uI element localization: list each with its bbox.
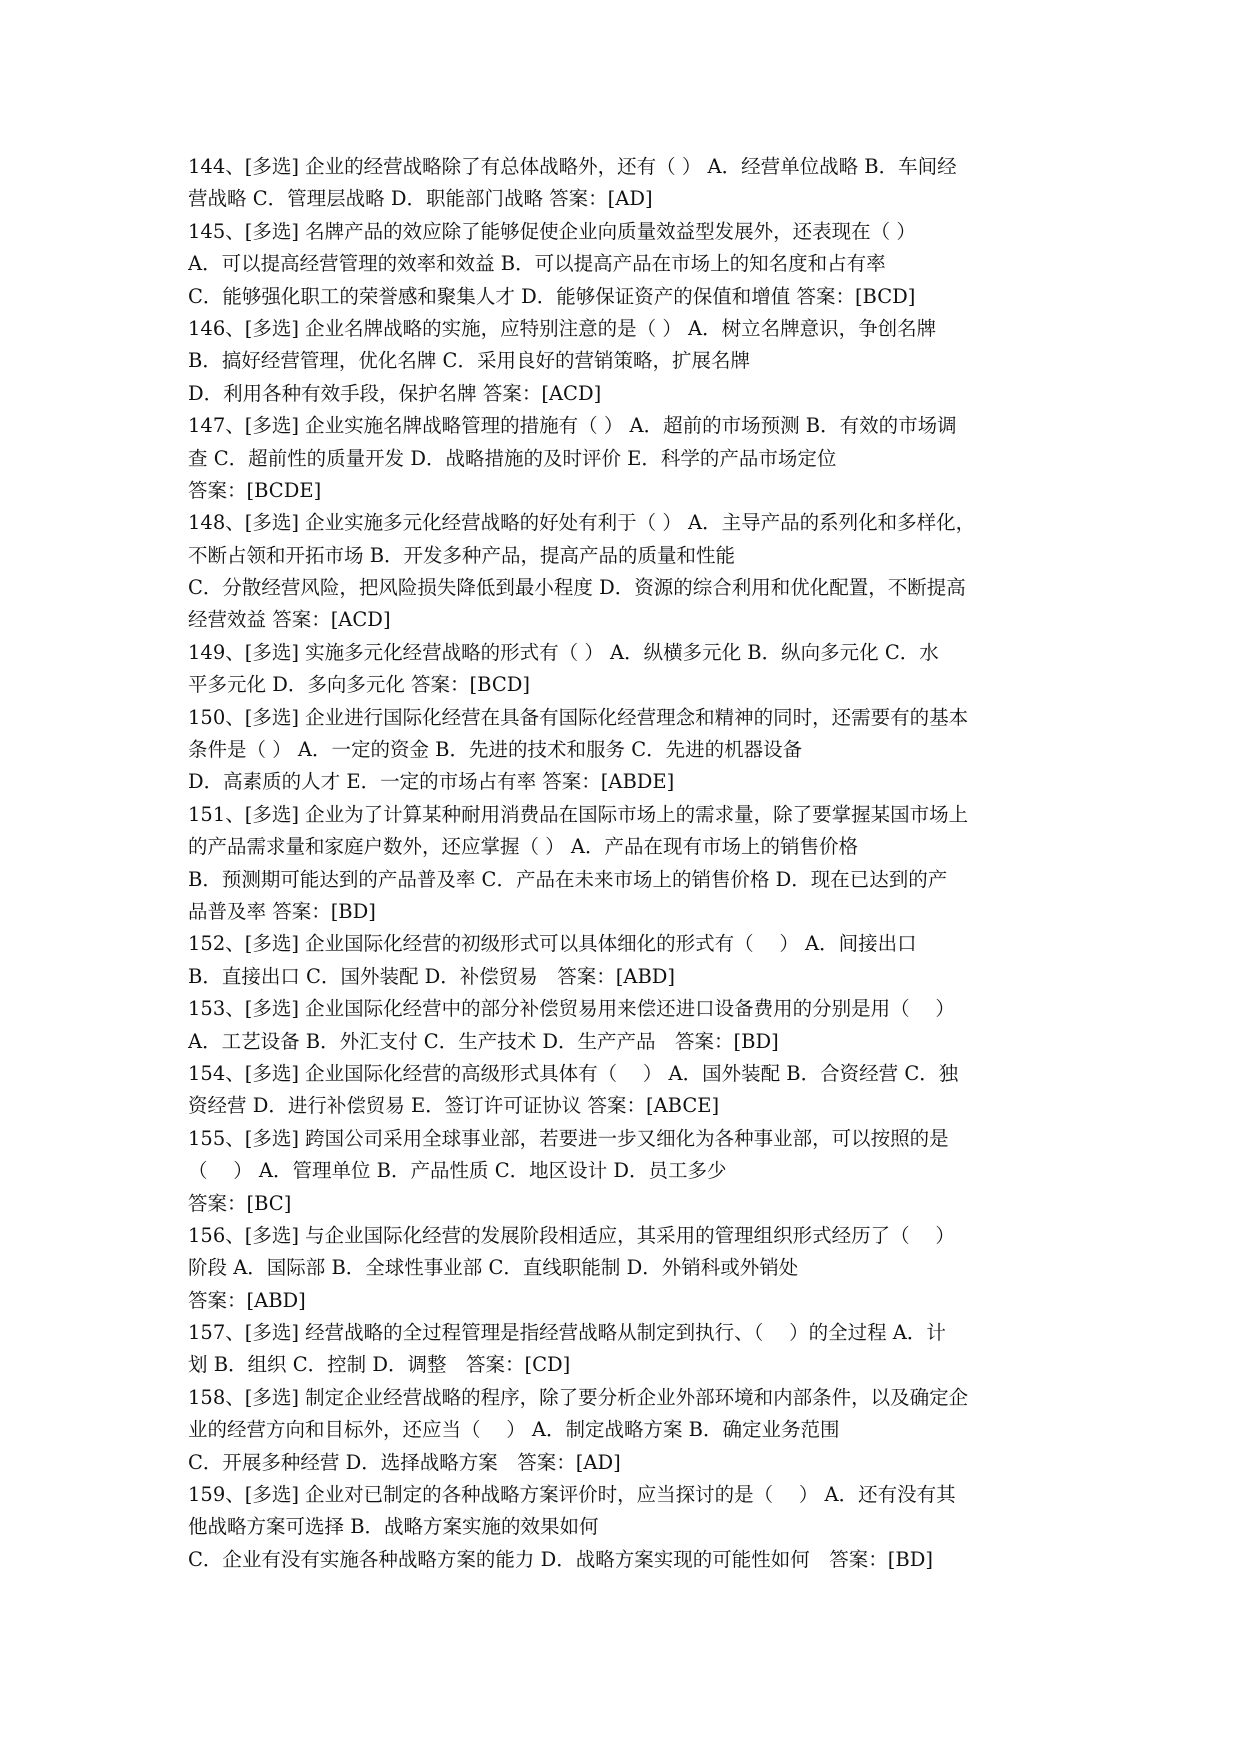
text-line: 157、[多选] 经营战略的全过程管理是指经营战略从制定到执行、（ ）的全过程 A．计 [188, 1321, 946, 1345]
text-line: 他战略方案可选择 B．战略方案实施的效果如何 [188, 1515, 599, 1539]
text-line: 品普及率 答案：[BD] [188, 899, 376, 923]
text-line: 145、[多选] 名牌产品的效应除了能够促使企业向质量效益型发展外，还表现在（ ） [188, 219, 916, 243]
text-line: 划 B．组织 C．控制 D．调整 答案：[CD] [188, 1353, 571, 1377]
text-line: 阶段 A．国际部 B．全球性事业部 C．直线职能制 D．外销科或外销处 [188, 1256, 799, 1280]
text-line: 146、[多选] 企业名牌战略的实施，应特别注意的是（ ） A．树立名牌意识，争创名牌 [188, 316, 937, 340]
text-line: 158、[多选] 制定企业经营战略的程序，除了要分析企业外部环境和内部条件，以及确定企 [188, 1385, 969, 1409]
text-line: 经营效益 答案：[ACD] [188, 608, 391, 632]
text-line: 149、[多选] 实施多元化经营战略的形式有（ ） A．纵横多元化 B．纵向多元化 C．水 [188, 640, 939, 664]
text-line: 150、[多选] 企业进行国际化经营在具备有国际化经营理念和精神的同时，还需要有的基本 [188, 705, 969, 729]
text-line: D．利用各种有效手段，保护名牌 答案：[ACD] [188, 381, 602, 405]
text-line: 144、[多选] 企业的经营战略除了有总体战略外，还有（ ） A．经营单位战略 B．车间经 [188, 155, 957, 178]
text-line: B．搞好经营管理，优化名牌 C．采用良好的营销策略，扩展名牌 [188, 349, 750, 373]
text-line: 155、[多选] 跨国公司采用全球事业部，若要进一步又细化为各种事业部，可以按照的是 [188, 1126, 949, 1150]
text-line: 平多元化 D．多向多元化 答案：[BCD] [188, 673, 530, 697]
text-line: 159、[多选] 企业对已制定的各种战略方案评价时，应当探讨的是（ ） A．还有没有其 [188, 1483, 956, 1507]
text-line: A．可以提高经营管理的效率和效益 B．可以提高产品在市场上的知名度和占有率 [188, 252, 886, 276]
text-line: 答案：[BC] [188, 1191, 292, 1215]
text-line: 152、[多选] 企业国际化经营的初级形式可以具体细化的形式有（ ） A．间接出口 [188, 932, 917, 956]
text-line: 148、[多选] 企业实施多元化经营战略的好处有利于（ ） A．主导产品的系列化和多样化， [188, 511, 976, 535]
text-line: B．预测期可能达到的产品普及率 C．产品在未来市场上的销售价格 D．现在已达到的产 [188, 867, 948, 891]
text-line: A．工艺设备 B．外汇支付 C．生产技术 D．生产产品 答案：[BD] [188, 1029, 779, 1053]
text-line: 156、[多选] 与企业国际化经营的发展阶段相适应，其采用的管理组织形式经历了（ ） [188, 1223, 955, 1247]
text-line: 154、[多选] 企业国际化经营的高级形式具体有（ ） A．国外装配 B．合资经营 C．独 [188, 1061, 959, 1085]
text-line: 业的经营方向和目标外，还应当（ ） A．制定战略方案 B．确定业务范围 [188, 1418, 840, 1442]
document-body [188, 151, 1068, 1576]
text-line: C．开展多种经营 D．选择战略方案 答案：[AD] [188, 1450, 621, 1474]
text-line: 营战略 C．管理层战略 D．职能部门战略 答案：[AD] [188, 187, 653, 211]
text-line: B．直接出口 C．国外装配 D．补偿贸易 答案：[ABD] [188, 964, 676, 988]
text-line: 不断占领和开拓市场 B．开发多种产品，提高产品的质量和性能 [188, 543, 736, 567]
text-line: 查 C．超前性的质量开发 D．战略措施的及时评价 E．科学的产品市场定位 [188, 446, 837, 470]
text-line: 答案：[ABD] [188, 1288, 306, 1312]
text-line: 151、[多选] 企业为了计算某种耐用消费品在国际市场上的需求量，除了要掌握某国市场上 [188, 802, 969, 826]
text-line: 答案：[BCDE] [188, 478, 322, 502]
text-line: D．高素质的人才 E．一定的市场占有率 答案：[ABDE] [188, 770, 675, 794]
text-line: 的产品需求量和家庭户数外，还应掌握（ ） A．产品在现有市场上的销售价格 [188, 835, 858, 859]
text-line: 条件是（ ） A．一定的资金 B．先进的技术和服务 C．先进的机器设备 [188, 738, 803, 762]
text-line: 147、[多选] 企业实施名牌战略管理的措施有（ ） A．超前的市场预测 B．有效的市场调 [188, 414, 957, 438]
text-line: C．能够强化职工的荣誉感和聚集人才 D．能够保证资产的保值和增值 答案：[BCD] [188, 284, 916, 308]
text-line: C．分散经营风险，把风险损失降低到最小程度 D．资源的综合利用和优化配置，不断提高 [188, 576, 966, 600]
text-line: 资经营 D．进行补偿贸易 E．签订许可证协议 答案：[ABCE] [188, 1094, 720, 1118]
text-line: C．企业有没有实施各种战略方案的能力 D．战略方案实现的可能性如何 答案：[BD] [188, 1547, 933, 1571]
text-line: （ ） A．管理单位 B．产品性质 C．地区设计 D．员工多少 [188, 1159, 727, 1183]
text-line: 153、[多选] 企业国际化经营中的部分补偿贸易用来偿还进口设备费用的分别是用（ ） [188, 997, 955, 1021]
